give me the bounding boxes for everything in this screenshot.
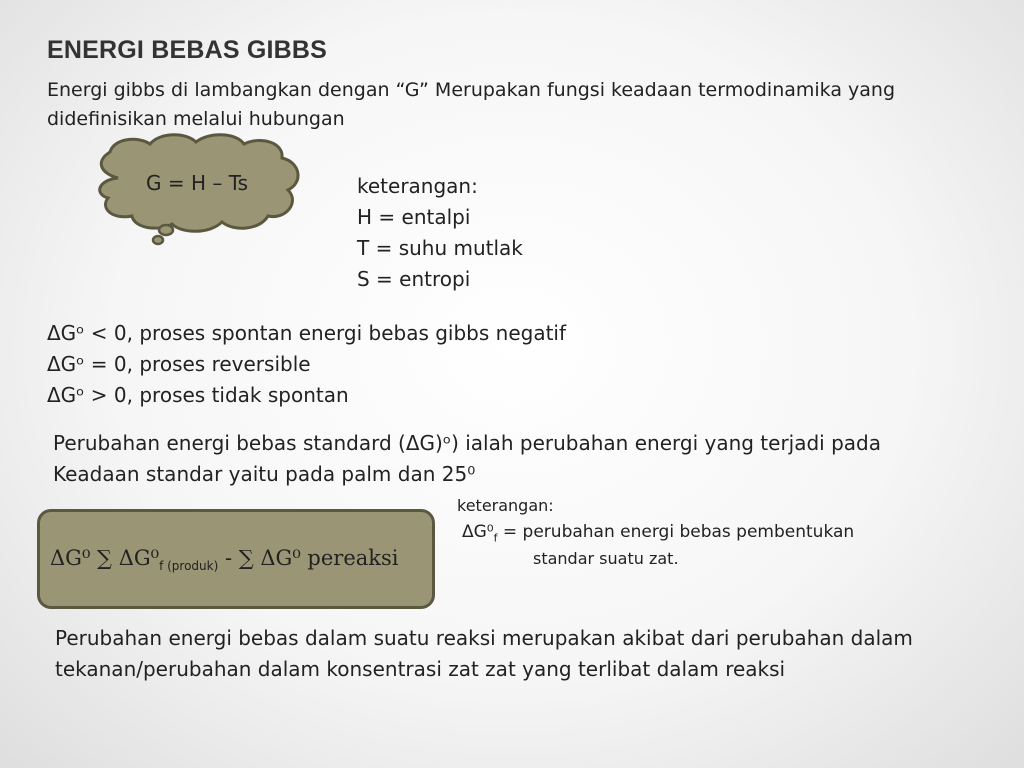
slide-title: ENERGI BEBAS GIBBS	[47, 36, 328, 64]
cloud-formula: G = H – Ts	[146, 171, 249, 195]
keterangan-item: H = entalpi	[357, 205, 471, 229]
standard-energy-paragraph	[53, 428, 1003, 490]
keterangan-definition-1: = perubahan energi bebas pembentukan	[497, 522, 855, 542]
keterangan-list-1	[357, 171, 523, 295]
delta-g-conditions	[47, 318, 566, 411]
intro-line-1: Energi gibbs di lambangkan dengan “G” Merupakan fungsi keadaan termodinamika yang	[47, 79, 896, 101]
gibbs-formula	[50, 546, 399, 573]
closing-paragraph	[55, 623, 1005, 685]
closing-line-1: Perubahan energi bebas dalam suatu reaksi merupakan akibat dari perubahan dalam	[55, 626, 913, 650]
standard-line-2: Keadaan standar yaitu pada palm dan 25⁰	[53, 462, 476, 486]
symbol-subscript: f	[493, 531, 498, 545]
delta-condition: ΔGᵒ > 0, proses tidak spontan	[47, 383, 349, 407]
formula-part-1: ΔG⁰ ∑ ΔG⁰	[50, 546, 160, 570]
keterangan-heading-2: keterangan:	[457, 496, 554, 515]
keterangan-symbol-line	[462, 522, 854, 544]
delta-condition: ΔGᵒ = 0, proses reversible	[47, 352, 311, 376]
intro-paragraph	[47, 76, 987, 134]
standard-line-1: Perubahan energi bebas standard (ΔG)ᵒ) ialah perubahan energi yang terjadi pada	[53, 431, 881, 455]
keterangan-item: T = suhu mutlak	[357, 236, 523, 260]
delta-condition: ΔGᵒ < 0, proses spontan energi bebas gibbs negatif	[47, 321, 567, 345]
closing-line-2: tekanan/perubahan dalam konsentrasi zat zat yang terlibat dalam reaksi	[55, 657, 786, 681]
intro-line-2: didefinisikan melalui hubungan	[47, 108, 345, 130]
keterangan-item: S = entropi	[357, 267, 471, 291]
keterangan-definition-2: standar suatu zat.	[533, 549, 679, 568]
formula-subscript: f (produk)	[159, 559, 219, 574]
keterangan-heading: keterangan:	[357, 174, 478, 198]
formula-part-2: - ∑ ΔG⁰ pereaksi	[218, 546, 399, 570]
delta-g-f-symbol: ΔG⁰	[462, 522, 494, 542]
